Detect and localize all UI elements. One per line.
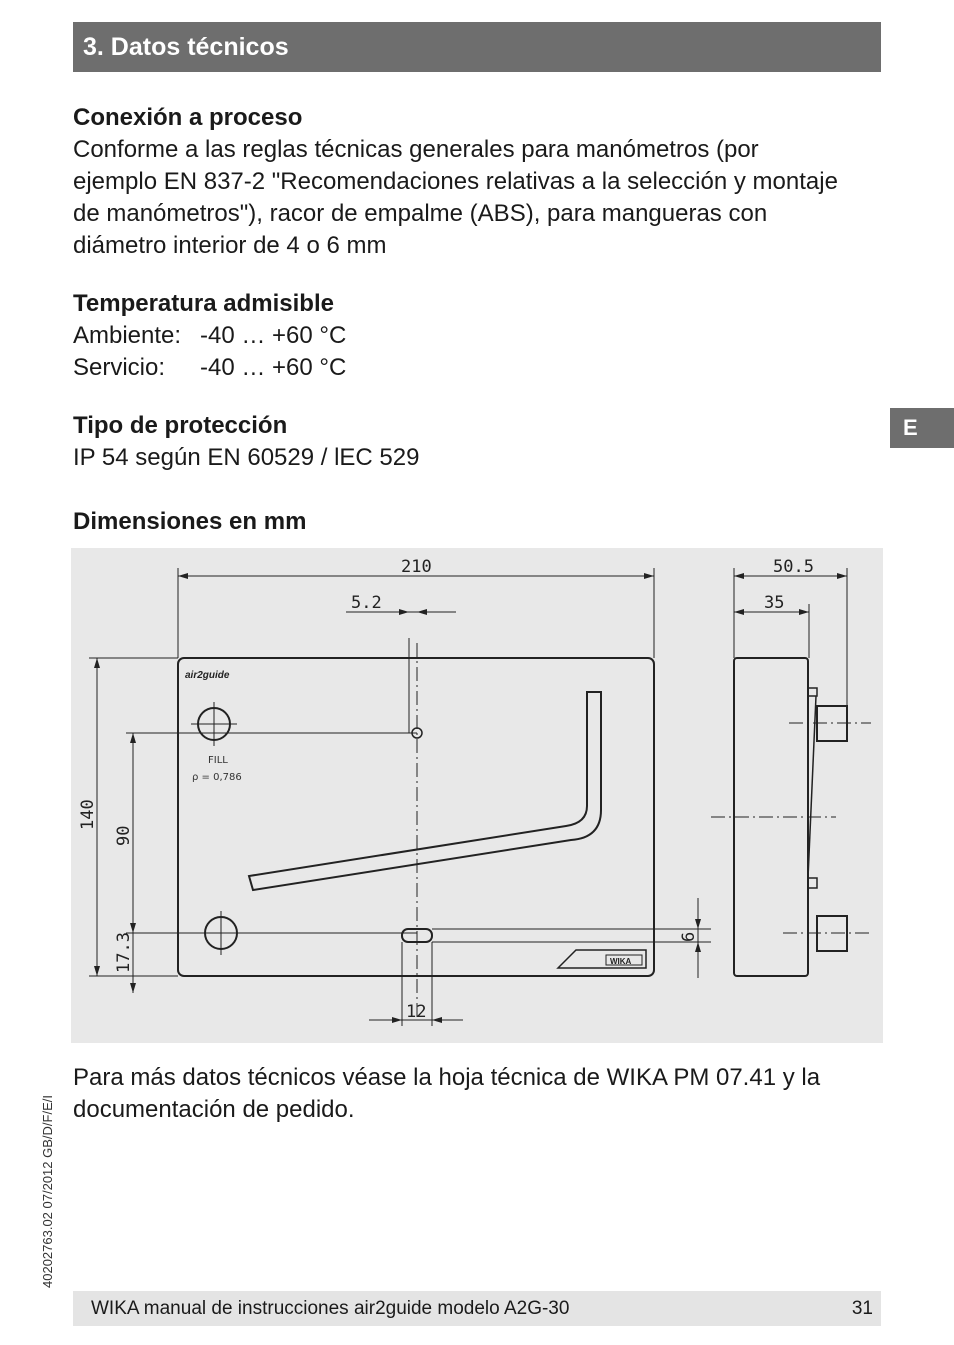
temperature-heading: Temperatura admisible <box>73 290 334 317</box>
service-label: Servicio: <box>73 354 166 381</box>
fill-label: FILL <box>208 755 228 766</box>
dim-depth-inner: 35 <box>764 593 785 613</box>
footnote <box>73 1062 885 1126</box>
dim-hole-spacing: 90 <box>114 825 134 846</box>
language-tab: E <box>890 408 954 448</box>
process-line: Conforme a las reglas técnicas generales para manómetros (por <box>73 136 759 163</box>
page-number: 31 <box>851 1298 873 1319</box>
section-title: 3. Datos técnicos <box>73 22 881 72</box>
process-line: de manómetros"), racor de empalme (ABS), para mangueras con <box>73 200 768 227</box>
ambient-row <box>73 320 885 352</box>
process-line: diámetro interior de 4 o 6 mm <box>73 232 387 259</box>
dim-height: 140 <box>78 799 98 830</box>
density-label: ρ = 0,786 <box>192 772 242 783</box>
process-line: ejemplo EN 837-2 "Recomendaciones relativas a la selección y montaje <box>73 168 838 195</box>
process-connection-section <box>73 102 885 262</box>
footnote-line: documentación de pedido. <box>73 1096 355 1123</box>
process-connection-heading: Conexión a proceso <box>73 104 303 131</box>
dim-offset: 5.2 <box>351 593 382 613</box>
footnote-line: Para más datos técnicos véase la hoja técnica de WIKA PM 07.41 y la <box>73 1064 821 1091</box>
protection-text: IP 54 según EN 60529 / lEC 529 <box>73 444 420 471</box>
document-code: 40202763.02 07/2012 GB/D/F/E/I <box>40 1095 55 1288</box>
dim-slot-height: 6 <box>679 931 699 942</box>
wika-logo: WIKA <box>610 957 632 966</box>
service-value: -40 … +60 °C <box>200 354 347 381</box>
ambient-label: Ambiente: <box>73 322 182 349</box>
dimension-drawing <box>71 548 883 1043</box>
dim-width: 210 <box>401 557 432 577</box>
technical-drawing-svg <box>71 548 883 1043</box>
temperature-section <box>73 288 885 384</box>
dimensions-section <box>73 506 885 538</box>
needle-shape <box>249 692 601 890</box>
page-footer <box>73 1291 881 1326</box>
dimensions-heading: Dimensiones en mm <box>73 508 307 535</box>
ambient-value: -40 … +60 °C <box>200 322 347 349</box>
dim-bottom-offset: 17.3 <box>114 932 134 973</box>
protection-section <box>73 410 885 474</box>
dim-slot-width: 12 <box>406 1002 427 1022</box>
dim-depth: 50.5 <box>773 557 814 577</box>
protection-heading: Tipo de protección <box>73 412 288 439</box>
brand-logo: air2guide <box>185 670 230 681</box>
footer-text: WIKA manual de instrucciones air2guide modelo A2G-30 <box>91 1298 570 1319</box>
service-row <box>73 352 885 384</box>
